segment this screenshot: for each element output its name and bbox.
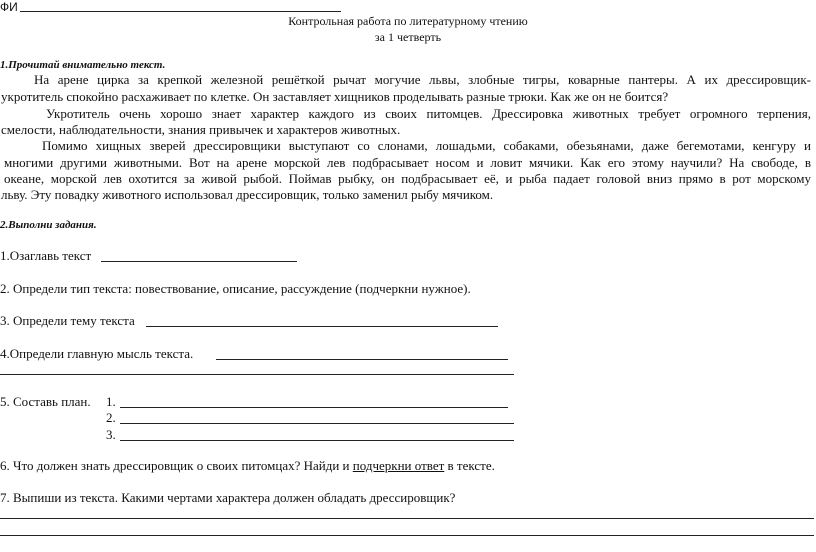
text-line-7: океане, морской лев охотится за живой рыбой. Поймав рыбку, он подбрасывает её, и рыба падает головой вниз прямо в рот морскому bbox=[4, 171, 811, 186]
task1-label: 1.Озаглавь текст bbox=[0, 248, 92, 263]
quarter-subtitle: за 1 четверть bbox=[374, 30, 442, 44]
task7-text: 7. Выпиши из текста. Какими чертами характера должен обладать дрессировщик? bbox=[0, 490, 456, 505]
fi-label: ФИ bbox=[0, 0, 18, 14]
task5-label: 5. Составь план. bbox=[0, 394, 91, 409]
text-line-2: укротитель спокойно расхаживает по клетке. Он заставляет хищников проделывать разные трюки. Как же он не боится? bbox=[1, 89, 669, 104]
plan-item-1-number: 1. bbox=[106, 394, 116, 409]
task4-label: 4.Определи главную мысль текста. bbox=[0, 346, 194, 361]
task3-label: 3. Определи тему текста bbox=[0, 313, 135, 328]
task3-answer-line[interactable] bbox=[146, 326, 498, 327]
section2-heading: 2.Выполни задания. bbox=[0, 219, 97, 231]
task6-prefix: 6. Что должен знать дрессировщик о своих питомцах? Найди и bbox=[0, 458, 350, 473]
text-line-1: На арене цирка за крепкой железной решёткой рычат могучие львы, злобные тигры, коварные пантеры. А их дрессировщик- bbox=[34, 72, 811, 87]
task6-text bbox=[0, 458, 495, 474]
task4-answer-line-2[interactable] bbox=[0, 374, 514, 375]
fi-answer-line[interactable] bbox=[20, 11, 341, 12]
page-title: Контрольная работа по литературному чтению bbox=[288, 14, 528, 28]
task6-suffix: в тексте. bbox=[447, 458, 495, 473]
task7-answer-line-2[interactable] bbox=[0, 535, 814, 536]
text-line-6: многими другими животными. Вот на арене морской лев подбрасывает носом и ловит мячики. Как его этому научили? На свободе, в bbox=[4, 155, 811, 170]
plan-item-3-number: 3. bbox=[106, 427, 116, 442]
section1-heading: 1.Прочитай внимательно текст. bbox=[0, 59, 166, 71]
plan-item-3-line[interactable] bbox=[120, 440, 514, 441]
text-line-5: Помимо хищных зверей дрессировщики выступают со слонами, лошадьми, собаками, обезьянами, даже бегемотами, кенгуру и bbox=[42, 138, 811, 153]
task4-answer-line[interactable] bbox=[216, 359, 508, 360]
task2-text: 2. Определи тип текста: повествование, описание, рассуждение (подчеркни нужное). bbox=[0, 281, 471, 296]
plan-item-1-line[interactable] bbox=[120, 407, 508, 408]
plan-item-2-line[interactable] bbox=[120, 423, 514, 424]
task6-underlined: подчеркни ответ bbox=[352, 458, 445, 473]
task1-answer-line[interactable] bbox=[101, 261, 297, 262]
task7-answer-line[interactable] bbox=[0, 518, 814, 519]
text-line-4: смелости, наблюдательности, знания привычек и характеров животных. bbox=[1, 122, 401, 137]
plan-item-2-number: 2. bbox=[106, 410, 116, 425]
text-line-3: Укротитель очень хорошо знает характер каждого из своих питомцев. Дрессировка животных требует огромного терпения, bbox=[46, 106, 811, 121]
text-line-8: льву. Эту повадку животного использовал дрессировщик, только заменил рыбу мячиком. bbox=[1, 187, 494, 202]
